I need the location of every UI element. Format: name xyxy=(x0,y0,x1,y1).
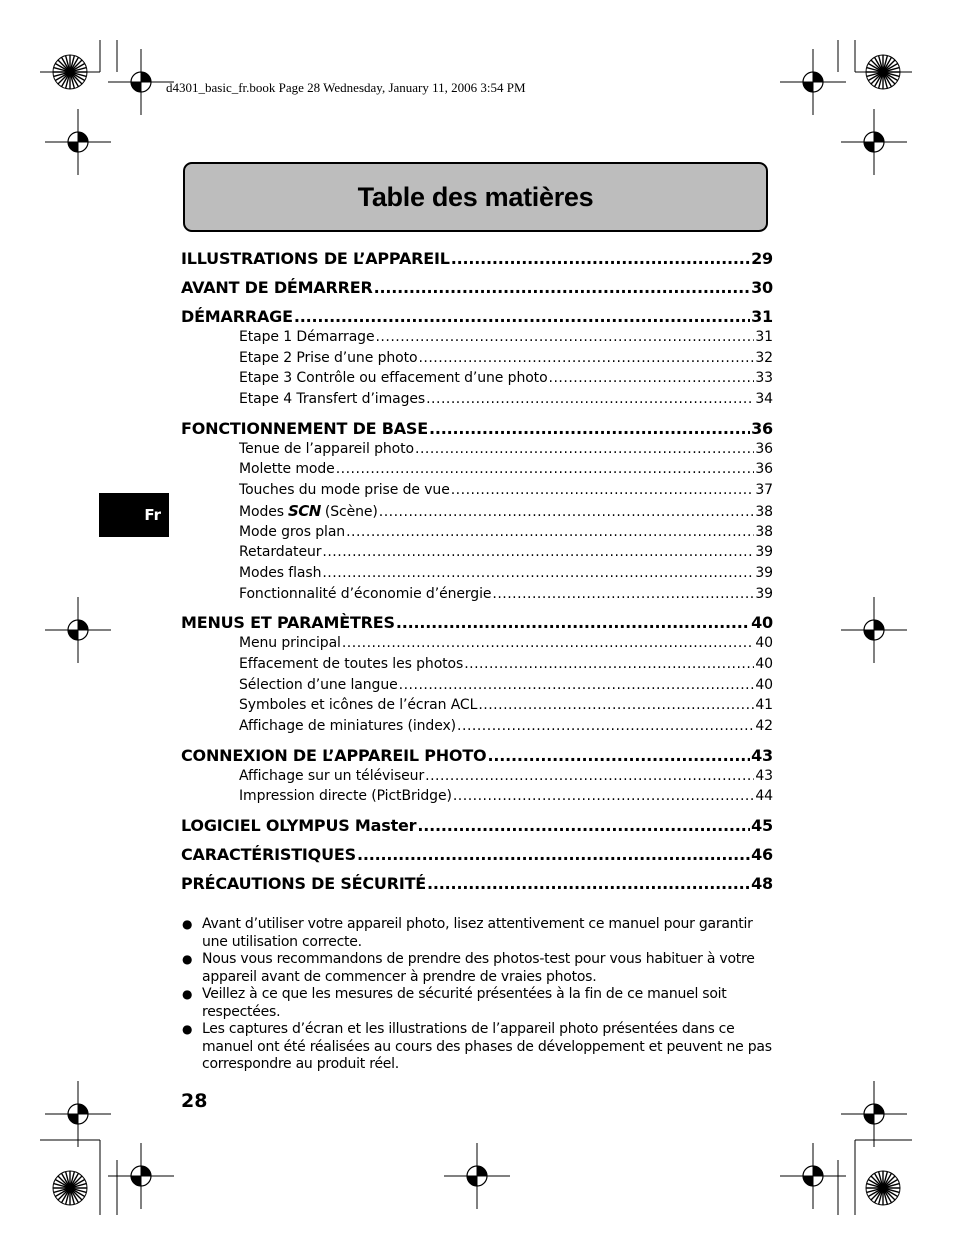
note-item xyxy=(181,916,781,951)
toc-section-title: LOGICIEL OLYMPUS Master xyxy=(181,816,417,836)
toc-subsection xyxy=(181,654,773,675)
toc-section-title: ILLUSTRATIONS DE L’APPAREIL xyxy=(181,249,450,268)
toc-section-title: AVANT DE DÉMARRER xyxy=(181,278,373,297)
toc-section-title: PRÉCAUTIONS DE SÉCURITÉ xyxy=(181,874,427,894)
page-title: Table des matières xyxy=(357,181,594,212)
title-box xyxy=(183,162,768,232)
toc-section-title: CARACTÉRISTIQUES xyxy=(181,845,356,865)
toc-section-title: DÉMARRAGE xyxy=(181,307,293,326)
scn-mode-icon: SCN xyxy=(287,501,321,520)
dot-leader xyxy=(357,844,750,865)
toc-subsection-page: 36 xyxy=(755,440,773,457)
toc-section-page: 46 xyxy=(751,845,773,865)
toc-section xyxy=(181,844,773,865)
toc-section xyxy=(181,815,773,836)
bullet-icon: ● xyxy=(182,917,193,931)
toc-subsection xyxy=(181,584,773,605)
dot-leader xyxy=(415,439,754,460)
toc-section-title: CONNEXION DE L’APPAREIL PHOTO xyxy=(181,745,487,765)
toc-subsection-page: 33 xyxy=(755,370,773,387)
toc-section xyxy=(181,745,773,766)
toc-subsection-title: Menu principal xyxy=(239,635,341,652)
toc-subsection-page: 43 xyxy=(755,767,773,784)
toc-subsection xyxy=(181,766,773,787)
toc-subsection-page: 40 xyxy=(755,635,773,652)
toc-subsection-title: Sélection d’une langue xyxy=(239,676,398,693)
table-of-contents xyxy=(181,248,773,894)
toc-subsection-title: Effacement de toutes les photos xyxy=(239,655,464,672)
note-text: Les captures d’écran et les illustrations de l’appareil photo présentées dans ce manuel ont été réalisées au cours des phases de développement et peuvent ne pas correspondre au produit réel. xyxy=(202,1021,772,1072)
language-tab-label: Fr xyxy=(144,506,161,524)
toc-subsection-title: Etape 2 Prise d’une photo xyxy=(239,349,418,366)
dot-leader xyxy=(379,502,755,522)
language-tab xyxy=(99,493,169,537)
toc-subsection-page: 37 xyxy=(755,482,773,499)
note-item xyxy=(181,951,781,986)
page-number: 28 xyxy=(181,1090,208,1112)
toc-subsection-suffix: (Scène) xyxy=(324,503,378,520)
toc-subsection xyxy=(181,522,773,543)
dot-leader xyxy=(451,248,750,269)
toc-section xyxy=(181,873,773,894)
dot-leader xyxy=(417,815,750,836)
dot-leader xyxy=(346,522,754,543)
toc-subsection xyxy=(181,563,773,584)
toc-section xyxy=(181,277,773,298)
note-item xyxy=(181,1021,781,1074)
dot-leader xyxy=(396,612,750,633)
toc-section-page: 40 xyxy=(751,613,773,633)
toc-subsection-page: 41 xyxy=(755,697,773,714)
toc-section-page: 30 xyxy=(751,278,773,297)
toc-subsection xyxy=(181,389,773,410)
toc-subsection-title: Modes xyxy=(239,503,284,520)
dot-leader xyxy=(427,873,750,894)
toc-subsection-page: 42 xyxy=(755,718,773,734)
toc-subsection xyxy=(181,327,773,348)
toc-subsection-page: 39 xyxy=(755,544,773,561)
toc-section-page: 43 xyxy=(751,745,773,765)
toc-subsection xyxy=(181,633,773,654)
notes-list xyxy=(181,916,781,1074)
toc-subsection xyxy=(181,459,773,480)
toc-section xyxy=(181,612,773,633)
toc-subsection-page: 38 xyxy=(755,523,773,540)
dot-leader xyxy=(549,368,755,389)
note-item xyxy=(181,986,781,1021)
toc-subsection-title: Affichage de miniatures (index) xyxy=(239,718,457,734)
toc-subsection xyxy=(181,439,773,460)
toc-subsection xyxy=(181,348,773,369)
dot-leader xyxy=(464,654,754,675)
dot-leader xyxy=(478,695,754,716)
toc-subsection-page: 40 xyxy=(755,676,773,693)
toc-section-title: MENUS ET PARAMÈTRES xyxy=(181,613,395,633)
dot-leader xyxy=(492,584,754,605)
note-text: Nous vous recommandons de prendre des photos-test pour vous habituer à votre appareil avant de commencer à prendre de vraies photos. xyxy=(202,951,755,985)
toc-subsection-title: Retardateur xyxy=(239,544,322,561)
toc-subsection-page: 39 xyxy=(755,564,773,581)
toc-subsection-title: Molette mode xyxy=(239,461,335,478)
toc-subsection xyxy=(181,695,773,716)
toc-subsection xyxy=(181,675,773,696)
toc-subsection-page: 40 xyxy=(755,655,773,672)
toc-section xyxy=(181,248,773,269)
toc-section xyxy=(181,306,773,327)
toc-subsection xyxy=(181,786,773,807)
toc-subsection xyxy=(181,368,773,389)
toc-subsection-title: Impression directe (PictBridge) xyxy=(239,788,452,805)
toc-section-page: 48 xyxy=(751,874,773,894)
dot-leader xyxy=(322,542,754,563)
toc-section-title: FONCTIONNEMENT DE BASE xyxy=(181,418,428,438)
toc-subsection-title: Mode gros plan xyxy=(239,523,346,540)
toc-section-page: 29 xyxy=(751,249,773,268)
toc-section-page: 45 xyxy=(751,816,773,836)
toc-subsection-page: 34 xyxy=(755,391,773,408)
dot-leader xyxy=(453,786,755,807)
dot-leader xyxy=(429,418,750,439)
dot-leader xyxy=(487,745,750,766)
toc-subsection-page: 38 xyxy=(755,503,773,520)
bullet-icon: ● xyxy=(182,987,193,1001)
print-file-info: d4301_basic_fr.book Page 28 Wednesday, January 11, 2006 3:54 PM xyxy=(166,80,526,95)
dot-leader xyxy=(457,716,754,737)
dot-leader xyxy=(336,459,755,480)
dot-leader xyxy=(451,480,755,501)
toc-subsection-title: Affichage sur un téléviseur xyxy=(239,767,425,784)
dot-leader xyxy=(375,327,754,348)
toc-section-page: 36 xyxy=(751,418,773,438)
toc-subsection-page: 31 xyxy=(755,329,773,345)
toc-subsection-page: 36 xyxy=(755,461,773,478)
dot-leader xyxy=(294,306,750,327)
dot-leader xyxy=(399,675,755,696)
dot-leader xyxy=(342,633,755,654)
note-text: Avant d’utiliser votre appareil photo, lisez attentivement ce manuel pour garantir une utilisation correcte. xyxy=(202,916,753,950)
toc-subsection xyxy=(181,480,773,501)
toc-subsection xyxy=(181,501,773,522)
toc-subsection-title: Touches du mode prise de vue xyxy=(239,482,450,499)
bullet-icon: ● xyxy=(182,952,193,966)
toc-subsection-page: 44 xyxy=(755,788,773,805)
dot-leader xyxy=(425,766,754,787)
toc-subsection-page: 39 xyxy=(755,585,773,602)
dot-leader xyxy=(322,563,754,584)
toc-subsection xyxy=(181,716,773,737)
dot-leader xyxy=(418,348,754,369)
toc-subsection-page: 32 xyxy=(755,349,773,366)
toc-subsection-title: Etape 4 Transfert d’images xyxy=(239,391,426,408)
toc-subsection-title: Symboles et icônes de l’écran ACL xyxy=(239,697,478,714)
toc-subsection xyxy=(181,542,773,563)
toc-section-page: 31 xyxy=(751,307,773,326)
toc-subsection-title: Tenue de l’appareil photo xyxy=(239,440,414,457)
toc-subsection-title: Fonctionnalité d’économie d’énergie xyxy=(239,585,492,602)
toc-section xyxy=(181,418,773,439)
toc-subsection-title: Etape 3 Contrôle ou effacement d’une photo xyxy=(239,370,548,387)
dot-leader xyxy=(374,277,750,298)
bullet-icon: ● xyxy=(182,1022,193,1036)
toc-subsection-title: Etape 1 Démarrage xyxy=(239,329,375,345)
note-text: Veillez à ce que les mesures de sécurité présentées à la fin de ce manuel soit respectées. xyxy=(202,986,727,1020)
toc-subsection-title: Modes flash xyxy=(239,564,322,581)
dot-leader xyxy=(426,389,754,410)
